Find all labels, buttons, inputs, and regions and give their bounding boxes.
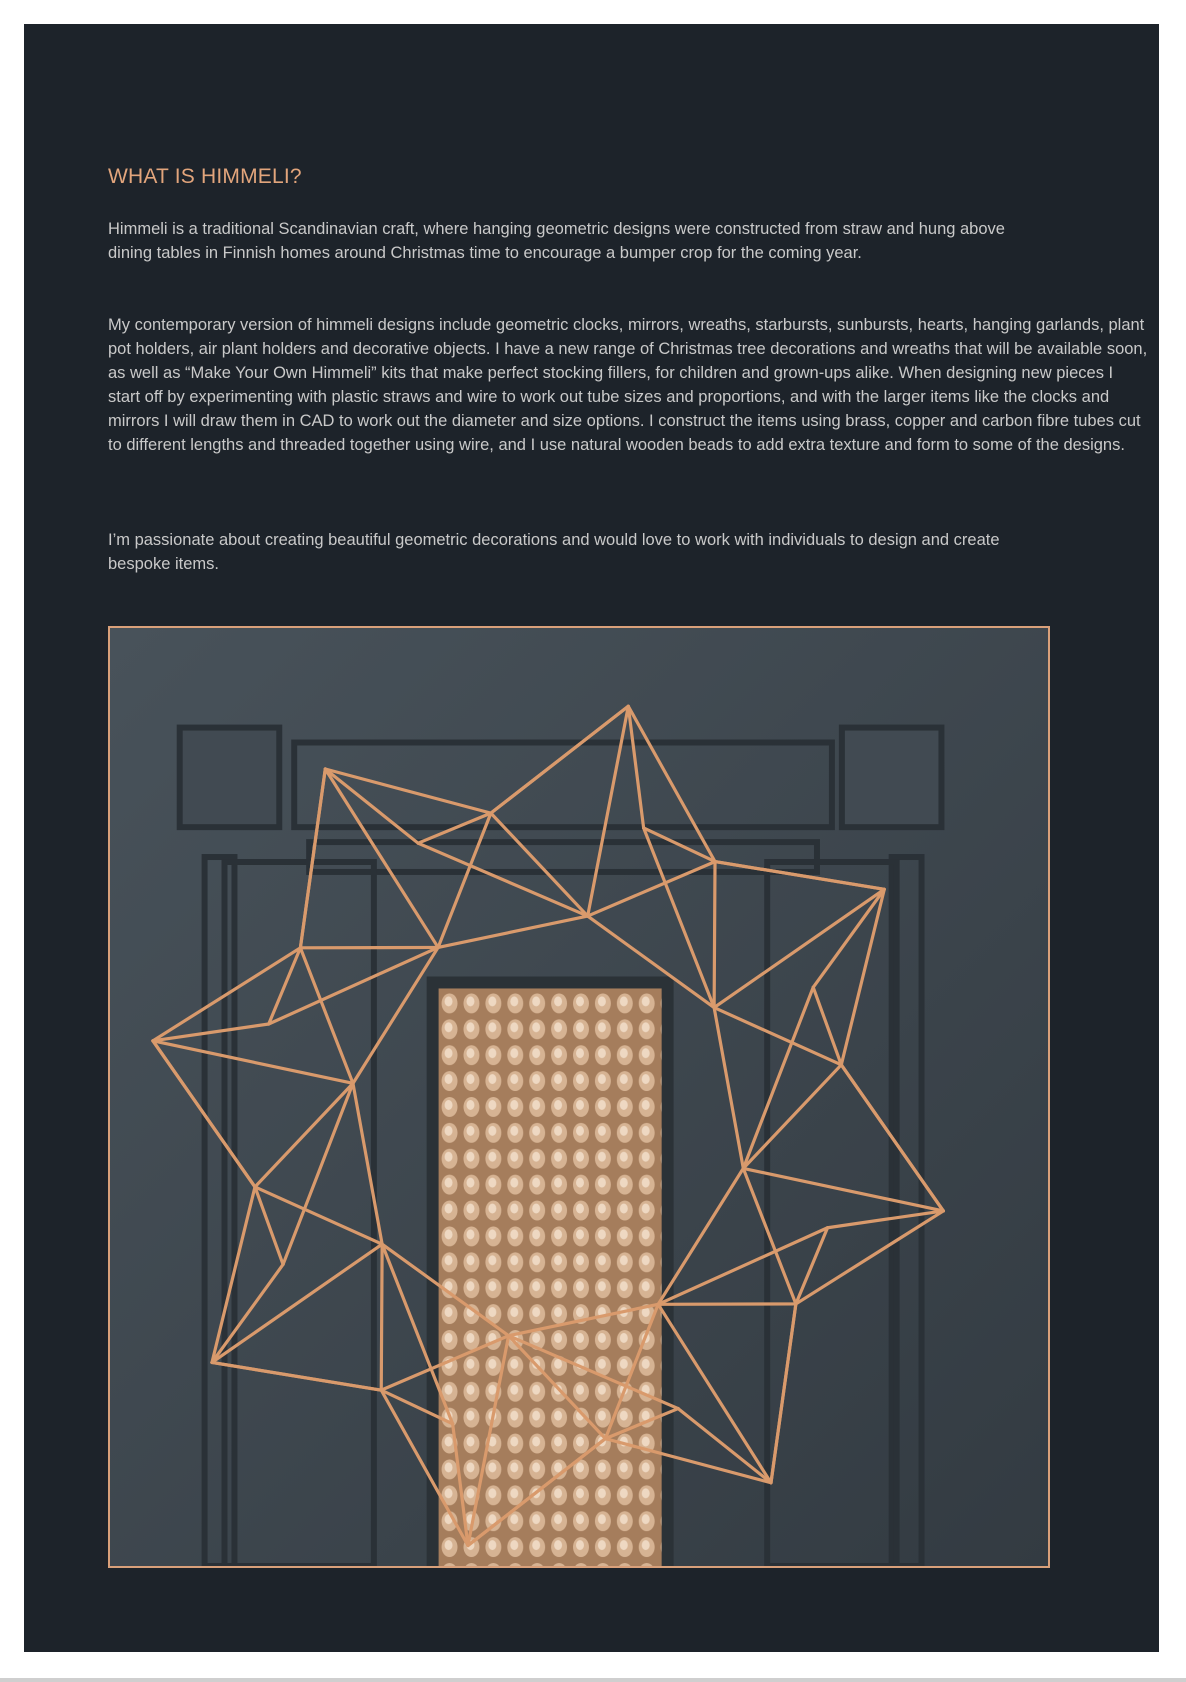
copper-tube — [714, 862, 715, 1008]
bespoke-paragraph: I’m passionate about creating beautiful geometric decorations and would love to work with individuals to design and create bespoke items. — [108, 531, 1000, 573]
section-heading: WHAT IS HIMMELI? — [108, 165, 302, 188]
designs-paragraph: My contemporary version of himmeli designs include geometric clocks, mirrors, wreaths, starbursts, sunbursts, hearts, hanging garlands, plant pot holders, air plant holders and decorative objects. I have a new range of Christmas tree decorations and wreaths that will be available soon, as well as “Make Your Own Himmeli” kits that make perfect stocking fillers, for children and grown-ups alike. When designing new pieces I start off by experimenting with plastic straws and wire to work out tube sizes and proportions, and with the larger items like the clocks and mirrors I will draw them in CAD to work out the diameter and size options. I construct the items using brass, copper and carbon fibre tubes cut to different lengths and threaded together using wire, and I use natural wooden beads to add extra texture and form to some of the designs. — [108, 316, 1148, 454]
wreath-illustration — [110, 628, 1048, 1566]
copper-tube — [381, 1244, 382, 1390]
page-background — [24, 24, 1159, 1652]
textured-glass-panel — [439, 988, 662, 1566]
page-bottom-rule — [0, 1678, 1186, 1682]
intro-paragraph: Himmeli is a traditional Scandinavian craft, where hanging geometric designs were constructed from straw and hung above dining tables in Finnish homes around Christmas time to encourage a bumper crop for the coming year. — [108, 220, 1005, 262]
himmeli-wreath-photo — [108, 626, 1050, 1568]
